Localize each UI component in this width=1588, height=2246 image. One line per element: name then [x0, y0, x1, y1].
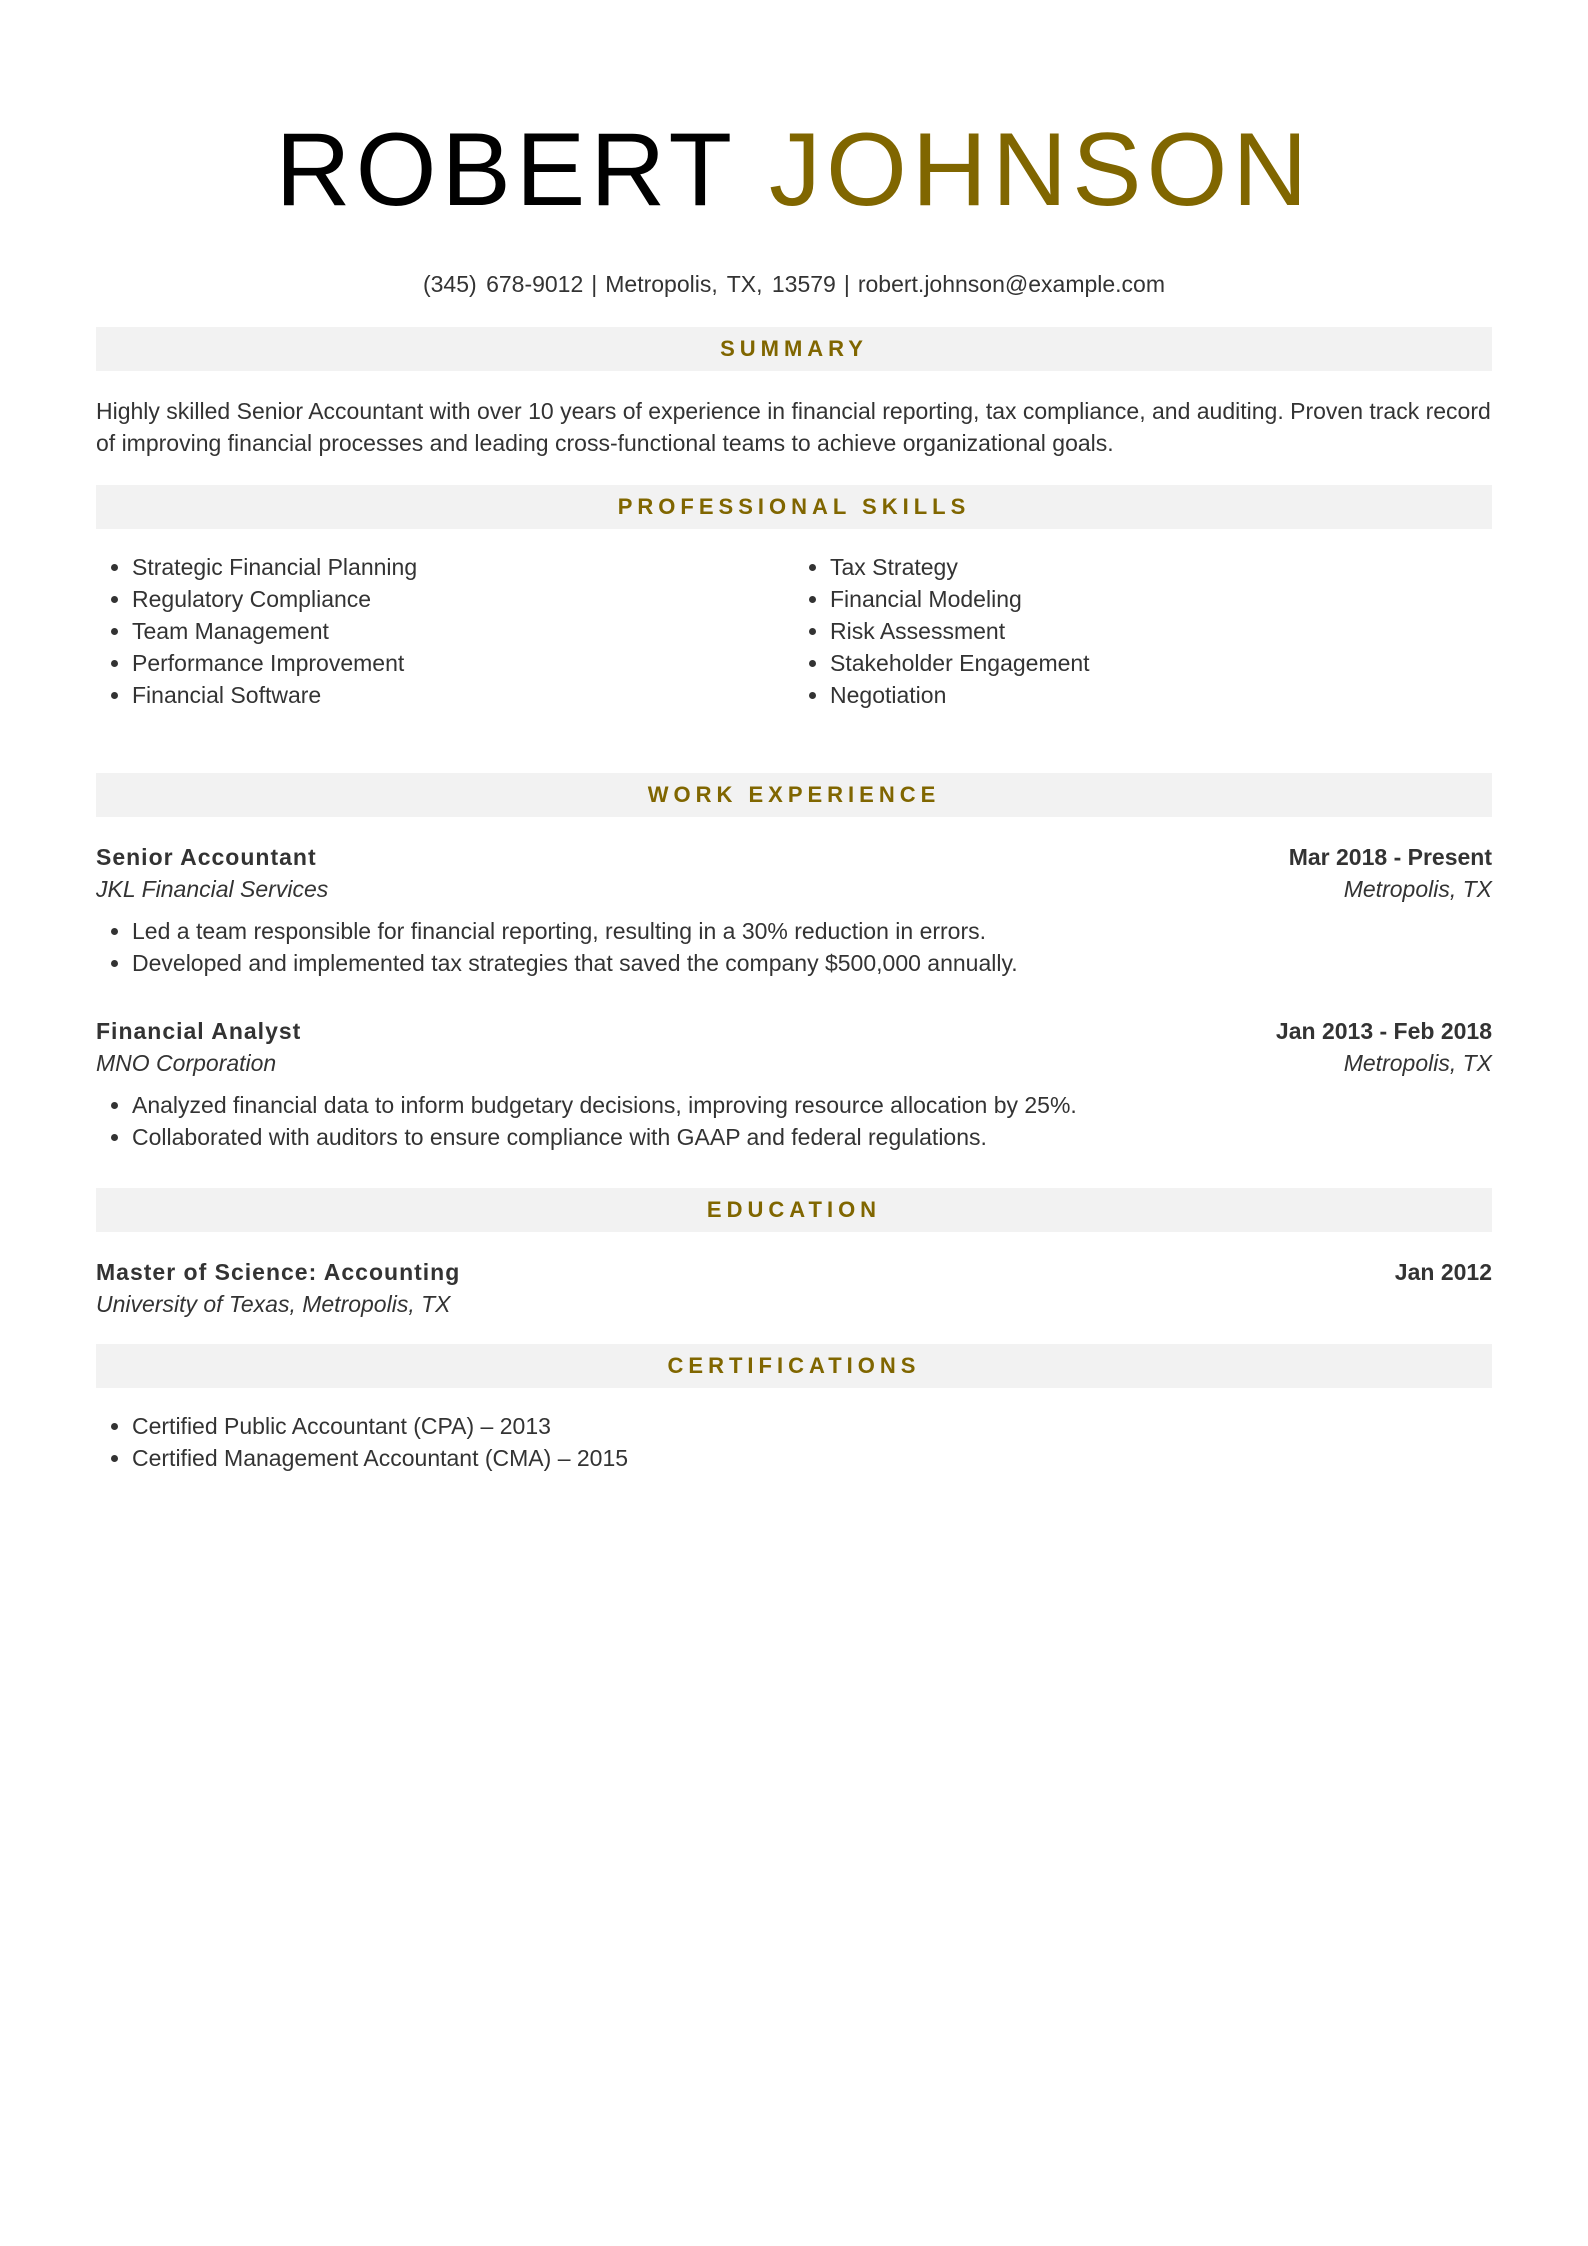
job-bullet: • Collaborated with auditors to ensure compliance with GAAP and federal regulations. [132, 1121, 1492, 1153]
degree: Master of Science: Accounting [96, 1259, 461, 1285]
summary-text: Highly skilled Senior Accountant with over 10 years of experience in financial reporting, tax compliance, and auditing. Proven track record of improving financial processes and leading cross-functional teams to achieve organizational goals. [96, 398, 1491, 456]
job-company: MNO Corporation [96, 1050, 277, 1076]
first-name: ROBERT [275, 112, 736, 228]
location: Metropolis, TX, 13579 [605, 271, 836, 297]
skill-item: • Risk Assessment [830, 615, 1492, 647]
skills-heading: PROFESSIONAL SKILLS [96, 485, 1492, 529]
email: robert.johnson@example.com [857, 271, 1166, 297]
job-entry [96, 841, 1492, 979]
certification-item: • Certified Management Accountant (CMA) – 2015 [132, 1442, 1492, 1474]
job-dates: Jan 2013 - Feb 2018 [1275, 1018, 1492, 1044]
work-experience-heading: WORK EXPERIENCE [96, 773, 1492, 817]
education-entry [96, 1256, 1492, 1320]
skills-left-list [96, 551, 794, 711]
contact-line [96, 271, 1492, 298]
job-entry [96, 1015, 1492, 1153]
job-bullet: • Analyzed financial data to inform budgetary decisions, improving resource allocation by 25%. [132, 1089, 1492, 1121]
skill-item: • Strategic Financial Planning [132, 551, 794, 583]
skill-item: • Tax Strategy [830, 551, 1492, 583]
last-name: JOHNSON [769, 112, 1313, 228]
job-bullets [96, 915, 1492, 979]
job-dates: Mar 2018 - Present [1288, 844, 1492, 870]
education-date: Jan 2012 [1394, 1259, 1492, 1285]
separator: | [843, 271, 850, 297]
job-bullets [96, 1089, 1492, 1153]
separator: | [591, 271, 598, 297]
skill-item: • Performance Improvement [132, 647, 794, 679]
skill-item: • Team Management [132, 615, 794, 647]
job-bullet: • Developed and implemented tax strategies that saved the company $500,000 annually. [132, 947, 1492, 979]
certification-item: • Certified Public Accountant (CPA) – 2013 [132, 1410, 1492, 1442]
phone: (345) 678-9012 [422, 271, 584, 297]
candidate-name [96, 0, 1492, 228]
job-title: Financial Analyst [96, 1018, 302, 1044]
job-title: Senior Accountant [96, 844, 317, 870]
skill-item: • Financial Modeling [830, 583, 1492, 615]
certifications-heading: CERTIFICATIONS [96, 1344, 1492, 1388]
certifications-list [96, 1410, 1492, 1474]
skill-item: • Financial Software [132, 679, 794, 711]
skills-right-list [794, 551, 1492, 711]
skills-columns [96, 551, 1492, 711]
job-location: Metropolis, TX [1343, 876, 1492, 902]
summary-heading: SUMMARY [96, 327, 1492, 371]
skill-item: • Stakeholder Engagement [830, 647, 1492, 679]
school: University of Texas, Metropolis, TX [96, 1291, 451, 1317]
skill-item: • Negotiation [830, 679, 1492, 711]
education-heading: EDUCATION [96, 1188, 1492, 1232]
job-location: Metropolis, TX [1343, 1050, 1492, 1076]
skill-item: • Regulatory Compliance [132, 583, 794, 615]
job-company: JKL Financial Services [96, 876, 329, 902]
job-bullet: • Led a team responsible for financial reporting, resulting in a 30% reduction in errors. [132, 915, 1492, 947]
